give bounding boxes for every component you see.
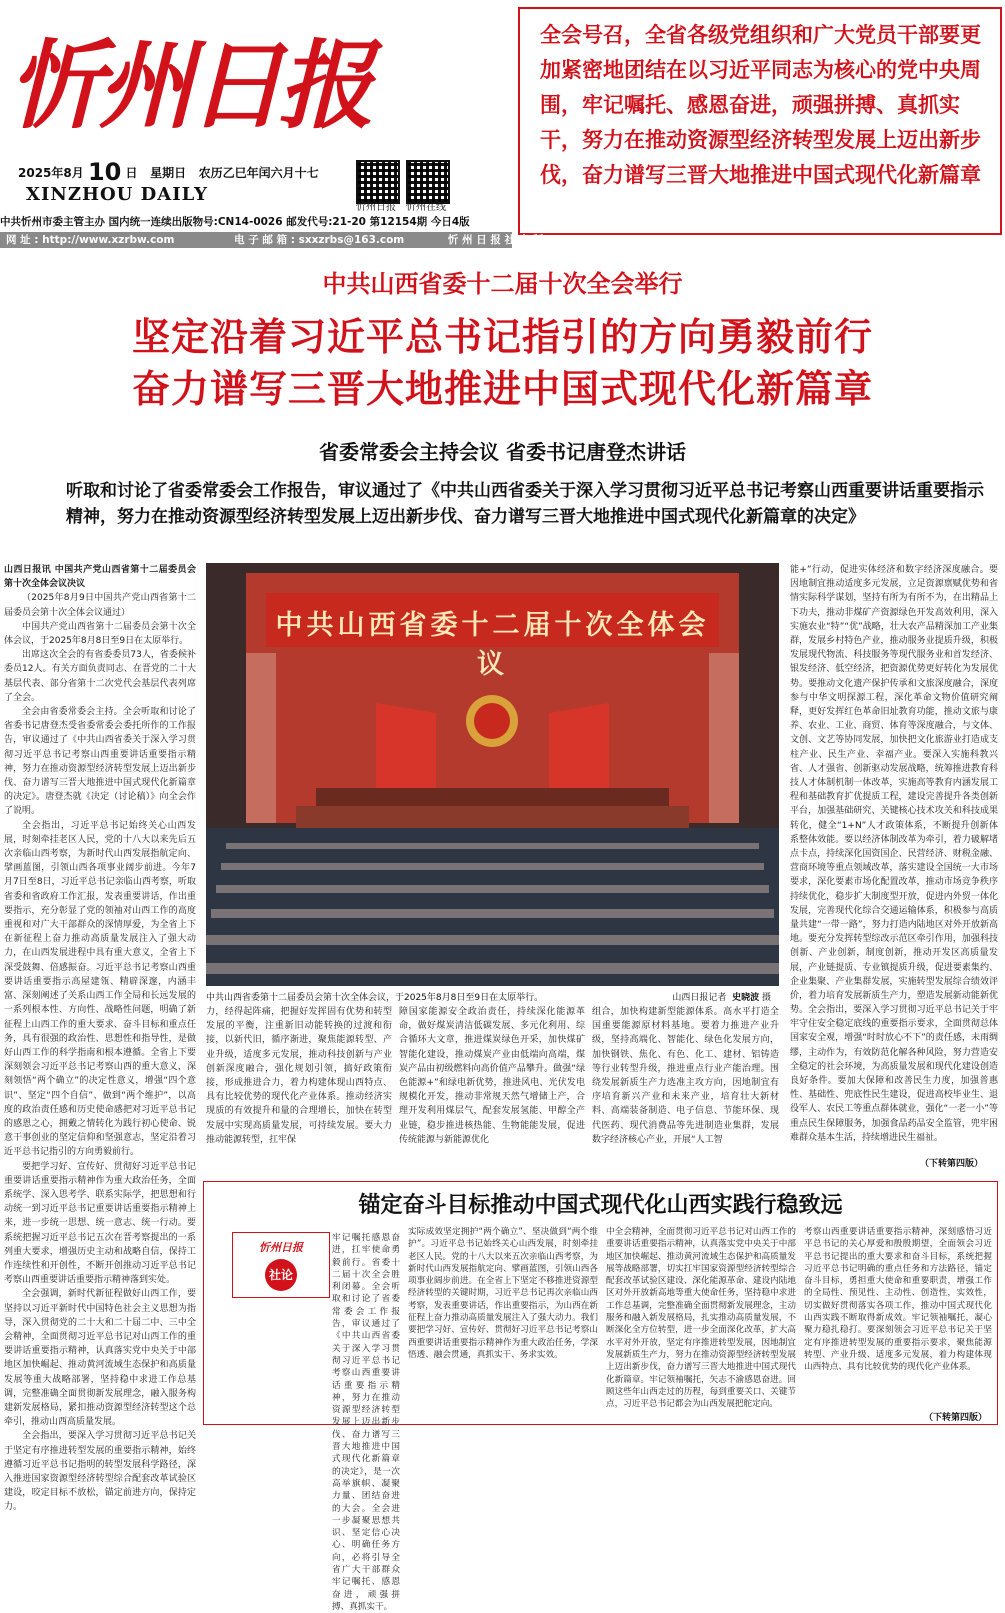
email-link[interactable]: 电 子 邮 箱 : sxxzrbs@163.com xyxy=(234,234,405,246)
stamp-masthead: 忻州日报 xyxy=(259,1241,303,1254)
contact-bar xyxy=(0,232,544,248)
paragraph: 组合，加快构建新型能源体系。高水平打造全国重要能源原材料基地。要着力推进产业升级，坚持高端化、智能化、绿色化发展方向，加快钢铁、焦化、有色、化工、建材、铝铸造等行业转型升级，推进重点行业产能治理。围绕发展新质生产力选准主攻方向，因地制宜有序培育新兴产业和未来产业，培育壮大新材料、高端装备制造、电子信息、节能环保、现代医药、现代消费品等先进制造业集群，发展数字经济核心产业，开展“人工智 xyxy=(592,1007,779,1145)
editorial-column xyxy=(212,1232,400,1612)
editorial-column xyxy=(606,1226,796,1420)
paragraph: 障国家能源安全政治责任，持续深化能源革命，做好煤炭清洁低碳发展、多元化利用、综合循环大文章，推进煤炭绿色开采，加快煤矿智能化建设，推动煤炭产业由低端向高端，煤炭产品由初级燃料向高价值产品攀升。做强“绿色能源+”和绿电新优势，推进风电、光伏发电规模化开发，推动非常规天然气增储上产，合理开发利用煤层气，配套发展氢能、甲醇全产业链，稳步推进核热能、生物能能发展，促进传统能源与新能源优化 xyxy=(399,1007,585,1145)
date-unit: 日 xyxy=(125,166,138,180)
editorial-headline: 锚定奋斗目标推动中国式现代化山西实践行稳致远 xyxy=(358,1193,843,1218)
credit-suffix: 摄 xyxy=(761,993,771,1003)
weekday: 星期日 xyxy=(150,166,187,180)
article-column xyxy=(399,1005,585,1155)
photo-caption xyxy=(206,990,779,1003)
paragraph: 全会强调，新时代新征程做好山西工作，要坚持以习近平新时代中国特色社会主义思想为指导，深入贯彻党的二十大和二十届二中、三中全会精神，全面贯彻习近平总书记对山西工作的重要讲话重要指示精神，认真落实党中央关于中部地区加快崛起、推动黄河流域生态保护和高质量发展等重大战略部署，坚持稳中求进工作总基调，完整准确全面贯彻新发展理念，融入服务构建新发展格局，紧扣推动资源型经济转型这个总牵引，推动山西高质量发展。 xyxy=(4,1289,196,1428)
masthead-pinyin: XINZHOU DAILY xyxy=(26,184,208,205)
headline-line-2: 奋力谱写三晋大地推进中国式现代化新篇章 xyxy=(131,367,873,411)
meeting-photo[interactable] xyxy=(206,563,779,986)
paragraph: 力，经得起阵痛，把握好发挥固有优势和转型发展的平衡，注重新旧动能转换的过渡和衔接，以新代旧，循序渐进，聚焦能源转型、产业升级，适度多元发展，推动科技创新与产业创新深度融合，强化规划引领，搞好政策衔接，形成推进合力，着力构建体现山西特点、具有比较优势的现代化产业体系。推动经济实现质的有效提升和量的合理增长，加快在转型发展中实现高质量发展，可持续发展。要大力推动能源转型，扛牢保 xyxy=(206,1007,392,1145)
headline-line-1: 坚定沿着习近平总书记指引的方向勇毅前行 xyxy=(131,315,873,359)
paragraph: （2025年8月9日中国共产党山西省第十二届委员会第十次全体会议通过） xyxy=(4,593,196,618)
paragraph: 全会指出，习近平总书记始终关心山西发展，时刻牵挂老区人民，党的十八大以来先后五次亲临山西考察，为新时代山西发展指航定向、擘画蓝图，引领山西各项事业阔步前进。今年7月7日至8日，习近平总书记亲临山西考察，听取省委和省政府工作汇报，发表重要讲话，作出重要指示，充分彰显了党的领袖对山西工作的高度重视和对广大干部群众的深情厚爱，为全省上下在新征程上奋力推动高质量发展注入了强大动力，在山西发展进程中具有重大意义，全省上下深受鼓舞、倍感振奋。习近平总书记考察山西重要讲话重要指示高屋建瓴、精辟深邃，内涵丰富、深刻阐述了关系山西工作全局和长远发展的一系列根本性、方向性、战略性问题，明确了新征程上山西工作的重大要求、奋斗目标和重点任务，具有很强的政治性、思想性和指导性，是做好山西工作的科学指南和根本遵循。全省上下要深刻领会习近平总书记考察山西的重大意义，深刻领悟“两个确立”的决定性意义，增强“四个意识”、坚定“四个自信”、做到“两个维护”，以高度的政治责任感和历史使命感把对习近平总书记的感恩之心，拥戴之情转化为践行初心使命、锐意干事创业的坚定信仰和坚强意志，坚定沿着习近平总书记指引的方向勇毅前行。 xyxy=(4,820,196,1158)
credit-label: 山西日报记者 xyxy=(672,993,727,1003)
qr-label: 忻州在线 xyxy=(406,202,446,213)
paragraph: 全会指出，要深入学习贯彻习近平总书记关于坚定有序推进转型发展的重要指示精神，始终遵循习近平总书记指明的转型发展科学路径，深入推进国家资源型经济转型综合配套改革试验区建设，咬定目标不放松，锚定前进方向，保持定力。 xyxy=(4,1431,196,1513)
publication-info: 中共忻州市委主管主办 国内统一连续出版物号:CN14-0026 邮发代号:21-20 第12154期 今日4版 xyxy=(0,216,470,228)
paragraph: 能+”行动，促进实体经济和数字经济深度融合。要因地制宜推动适度多元发展，立足资源禀赋优势和省情实际科学谋划，坚持有所为有所不为，在出精品上下功夫，推动非煤矿产资源绿色开发高效利用，深入实施农业“特”“优”战略，壮大农产品精深加工产业集群，发展乡村特色产业，推动服务业提质升级，积极发展现代物流、科技服务等现代服务业和首发经济、银发经济、低空经济，把资源优势更好转化为发展优势。要推动文化遗产保护传承和文旅深度融合，深度参与中华文明探源工程，深化革命文物价值研究阐释，更好发挥红色革命旧址教育功能，推动文旅与康养、农业、工业、商贸、体育等深度融合，与文体、文创、文艺等协同发展，加快把文化旅游业打造成支柱产业、民生产业、幸福产业。要深入实施科教兴省、人才强省、创新驱动发展战略，统筹推进教育科技人才体制机制一体改革，实施高等教育内涵发展工程和基础教育扩优提质工程，建设完善提升各类创新平台，加强基础研究、关键核心技术攻关和科技成果转化，健全“1+N”人才政策体系，不断提升创新体系整体效能。要以经济体制改革为牵引，着力破解堵点卡点，持续深化国资国企、民营经济、财税金融、营商环境等重点领域改革，落实建设全国统一大市场要求，深化要素市场化配置改革，推动市场竞争秩序持续优化，稳步扩大制度型开放，促进内外贸一体化发展，完善现代化综合交通运输体系，积极参与高质量共建“一带一路”，努力打造内陆地区对外开放新高地。要充分发挥转型综改示范区牵引作用，加强科技创新、产业创新，制度创新，推动开发区高质量发展，产业链提质、专业镇提质升级，促进要素集约、企业集聚、产业集群发展，实施转型发展综合绩效评价，着力培育发展新质生产力，塑造发展新动能新优势。 xyxy=(790,565,998,1016)
paragraph: 考察山西重要讲话重要指示精神，深刻感悟习近平总书记的关心厚爱和殷殷期望，全面领会习近平总书记提出的重大要求和奋斗目标，系统把握习近平总书记明确的重点任务和方法路径，锚定奋斗目标，勇担重大使命和重要职责，增强工作的全局性、预见性、主动性、创造性，实效性，切实做好贯彻落实各项工作，推动中国式现代化山西实践不断取得新成效。牢记领袖嘱托，凝心聚力稳扎稳打。要深刻领会习近平总书记关于坚定有序推进转型发展的重要指示要求，聚焦能源转型、产业升级、适度多元发展，着力构建体现山西特点、具有比较优势的现代化产业体系。 xyxy=(804,1227,992,1373)
paragraph: 中全会精神，全面贯彻习近平总书记对山西工作的重要讲话重要指示精神，认真落实党中央关于中部地区加快崛起、推动黄河流域生态保护和高质量发展等战略部署，切实扛牢国家资源型经济转型综合配套改革试验区建设、深化能源革命、建设内陆地区对外开放新高地等重大使命任务，坚持稳中求进工作总基调，完整准确全面贯彻新发展理念，主动服务和融入新发展格局，扎实推动高质量发展，不断深化全方位转型，进一步全面深化改革，扩大高水平对外开放，坚定有序推进转型发展，因地制宜发展新质生产力，努力在推动资源型经济转型发展上迈出新步伐，奋力谱写三晋大地推进中国式现代化新篇章。牢记领袖嘱托，矢志不渝感恩奋进。回顾这些年山西走过的历程，每到重要关口、关键节点，习近平总书记都会为山西发展把舵定向。 xyxy=(606,1227,796,1410)
paragraph: 全会由省委常委会主持。全会听取和讨论了省委书记唐登杰受省委常委会委托所作的工作报告，审议通过了《中共山西省委关于深入学习贯彻习近平总书记考察山西重要讲话重要指示精神，努力在推动资源型经济转型发展上迈出新步伐、奋力谱写三晋大地推进中国式现代化新篇章的决定》。唐登杰就《决定（讨论稿）》向全会作了说明。 xyxy=(4,707,196,817)
deck: 听取和讨论了省委常委会工作报告，审议通过了《中共山西省委关于深入学习贯彻习近平总书记考察山西重要讲话重要指示精神，努力在推动资源型经济转型发展上迈出新步伐、奋力谱写三晋大地推进中国式现代化新篇章的决定》 xyxy=(66,481,984,527)
editorial-column xyxy=(408,1226,598,1420)
lunar-date: 农历乙巳年闰六月十七 xyxy=(198,166,319,180)
article-left-column xyxy=(4,563,196,1513)
editorial-column xyxy=(804,1226,992,1408)
issue-date xyxy=(18,158,348,186)
credit-name: 史晓波 xyxy=(732,993,760,1003)
paragraph: 牢记嘱托感恩奋进，扛牢使命勇毅前行。省委十二届十次全会胜利闭幕。全会听取和讨论了省委常委会工作报告，审议通过了《中共山西省委关于深入学习贯彻习近平总书记考察山西重要讲话重要指示精神，努力在推动资源型经济转型发展上迈出新步伐、奋力谱写三晋大地推进中国式现代化新篇章的决定》，是一次高举旗帜、凝聚力量、团结奋进的大会。全会进一步凝聚思想共识、坚定信心决心、明确任务方向，必将引导全省广大干部群众牢记嘱托、感恩奋进，顽强拼搏、真抓实干。 xyxy=(332,1233,400,1612)
caption-text: 中共山西省委第十二届委员会第十次全体会议，于2025年8月8日至9日在太原举行。 xyxy=(206,993,544,1003)
paragraph: 中国共产党山西省第十二届委员会第十次全体会议，于2025年8月8日至9日在太原举行。 xyxy=(4,621,196,647)
qr-label: 忻州日报 xyxy=(356,202,396,213)
stamp-label: 社论 xyxy=(265,1259,297,1291)
subhead: 省委常委会主持会议 省委书记唐登杰讲话 xyxy=(319,440,686,464)
article-column xyxy=(592,1005,779,1155)
paragraph: 出席这次全会的有省委委员73人，省委候补委员12人。有关方面负责同志、在晋党的二十大基层代表、部分省第十二次党代会基层代表列席了全会。 xyxy=(4,650,196,703)
kicker: 中共山西省委十二届十次全会举行 xyxy=(322,270,683,298)
publisher-label: 忻 州 日 报 社 出 版 xyxy=(447,234,544,246)
slogan-text: 全会号召，全省各级党组织和广大党员干部要更加紧密地团结在以习近平同志为核心的党中央周围，牢记嘱托、感恩奋进，顽强拼搏、真抓实干，努力在推动资源型经济转型发展上迈出新步伐，奋力谱写三晋大地推进中国式现代化新篇章 xyxy=(540,23,981,187)
article-column xyxy=(206,1005,392,1155)
article-right-column xyxy=(790,563,998,1016)
continued-note: （下转第四版） xyxy=(920,1159,984,1169)
editorial-continued-note: （下转第四版） xyxy=(924,1413,988,1423)
paragraph: 全会指出，要深入学习贯彻习近平总书记关于牢牢守住安全稳定底线的重要指示要求，全面贯彻总体国家安全观，增强“时时放心不下”的责任感，未雨绸缪，主动作为，有效防范化解各种风险，努力营造安全稳定的社会环境，为高质量发展和现代化建设创造良好条件。要加大保障和改善民生力度，加强普惠性、基础性、兜底性民生建设，促进高校毕业生、退役军人、农民工等重点群体就业，强化“一老一小”等重点民生保障服务，加强食品药品安全监管，兜牢困难群众基本生活，持续增进民生福祉。 xyxy=(790,1005,998,1143)
date-day: 10 xyxy=(87,158,122,186)
paragraph: 实际成效坚定拥护“两个确立”、坚决做到“两个维护”。习近平总书记始终关心山西发展，时刻牵挂老区人民。党的十八大以来五次亲临山西考察，为新时代山西发展指航定向、擘画蓝图，引领山西各项事业阔步前进。在全省上下坚定不移推进资源型经济转型的关键时期，习近平总书记再次亲临山西考察，发表重要讲话，作出重要指示，为山西在新征程上奋力推动高质量发展注入了强大动力。我们要把学习好、宣传好、贯彻好习近平总书记考察山西重要讲话重要指示精神作为重大政治任务，学深悟透、融会贯通，真抓实干、务求实效。 xyxy=(408,1227,598,1360)
article-right-column-continued xyxy=(790,1003,998,1156)
masthead-title: 忻州日报 xyxy=(8,29,368,142)
paragraph: 要把学习好、宣传好、贯彻好习近平总书记重要讲话重要指示精神作为重大政治任务，全面系统学、深入思考学、联系实际学，把思想和行动统一到习近平总书记重要讲话重要指示精神上来，进一步统一思想、统一意志、统一行动。要系统把握习近平总书记五次在晋考察提出的一系列重大要求，增强历史主动和战略自信，保持工作连续性和开创性，不断开创推动习近平总书记考察山西重要讲话重要指示精神落到实处。 xyxy=(4,1161,196,1286)
date-year-month: 2025年8月 xyxy=(18,166,84,180)
meeting-banner: 中共山西省委十二届十次全体会议 xyxy=(275,610,710,680)
photo-credit xyxy=(672,990,771,1003)
website-link[interactable]: 网 址 : http://www.xzrbw.com xyxy=(6,234,175,246)
paragraph: 山西日报讯 中国共产党山西省第十二届委员会第十次全体会议决议 xyxy=(4,565,196,590)
